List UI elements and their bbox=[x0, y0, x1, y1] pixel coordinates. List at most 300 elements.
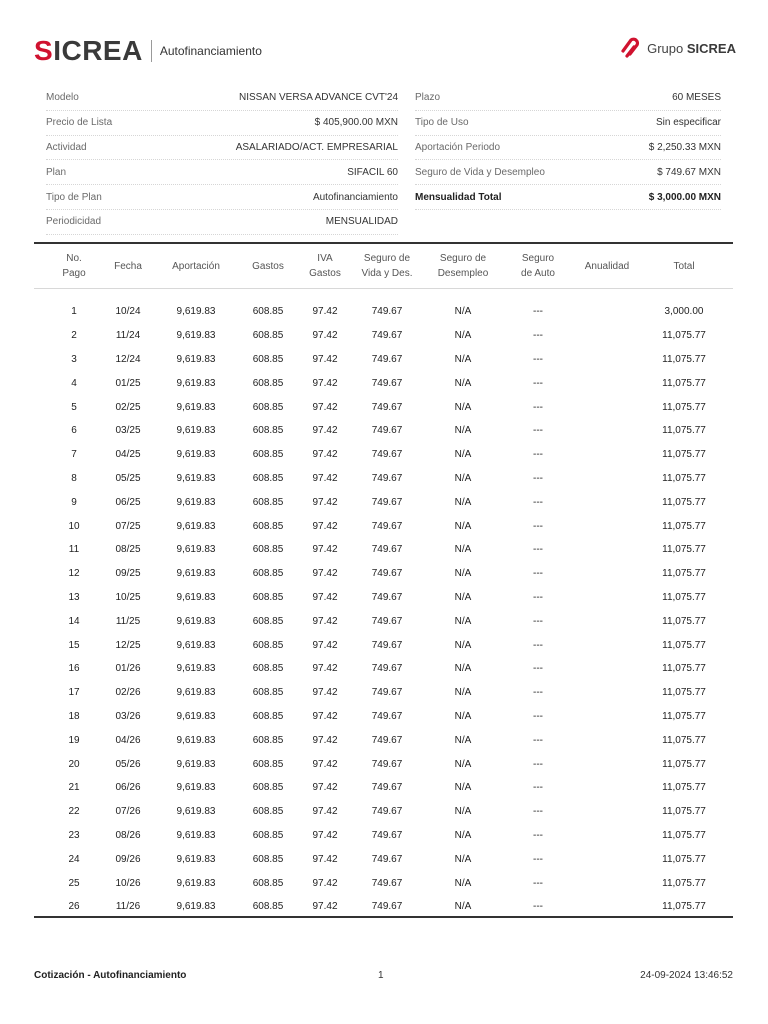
table-cell: 97.42 bbox=[312, 401, 338, 413]
table-cell: --- bbox=[533, 425, 543, 437]
info-label: Tipo de Plan bbox=[46, 191, 102, 203]
table-cell: 04/25 bbox=[115, 449, 141, 461]
table-cell: N/A bbox=[454, 806, 472, 818]
table-cell: N/A bbox=[454, 615, 472, 627]
table-cell: 06/26 bbox=[115, 782, 141, 794]
table-cell: 23 bbox=[68, 829, 80, 841]
table-row bbox=[34, 395, 733, 419]
table-cell: 749.67 bbox=[371, 377, 403, 389]
info-label: Seguro de Vida y Desempleo bbox=[415, 166, 545, 178]
table-cell: 09/26 bbox=[115, 853, 141, 865]
table-cell: 11,075.77 bbox=[662, 520, 706, 532]
table-row bbox=[34, 871, 733, 895]
table-cell: 97.42 bbox=[312, 330, 338, 342]
table-cell: 11,075.77 bbox=[662, 901, 706, 913]
info-label: Modelo bbox=[46, 92, 79, 104]
table-row bbox=[34, 681, 733, 705]
table-cell: 97.42 bbox=[312, 496, 338, 508]
table-row bbox=[34, 562, 733, 586]
table-cell: 9,619.83 bbox=[176, 568, 216, 580]
table-cell: 9,619.83 bbox=[176, 782, 216, 794]
table-cell: 608.85 bbox=[252, 877, 284, 889]
table-row bbox=[34, 419, 733, 443]
table-cell: 11,075.77 bbox=[662, 353, 706, 365]
table-cell: 608.85 bbox=[252, 710, 284, 722]
table-cell: 749.67 bbox=[371, 901, 403, 913]
table-cell: 97.42 bbox=[312, 901, 338, 913]
table-cell: 12 bbox=[68, 568, 80, 580]
table-bottom-rule bbox=[34, 916, 733, 918]
table-cell: --- bbox=[533, 377, 543, 389]
table-row bbox=[34, 467, 733, 491]
column-header: Gastos bbox=[252, 260, 284, 272]
table-cell: 749.67 bbox=[371, 330, 403, 342]
table-cell: 11/25 bbox=[115, 615, 141, 627]
table-row bbox=[34, 586, 733, 610]
table-cell: 97.42 bbox=[312, 734, 338, 746]
brand-subtitle: Autofinanciamiento bbox=[159, 44, 262, 58]
table-cell: --- bbox=[533, 758, 543, 770]
page-footer bbox=[34, 970, 733, 984]
info-label: Plan bbox=[46, 166, 67, 178]
table-cell: N/A bbox=[454, 758, 472, 770]
info-row-plan bbox=[46, 160, 398, 185]
table-cell: --- bbox=[533, 639, 543, 651]
footer-title: Cotización - Autofinanciamiento bbox=[34, 970, 187, 981]
table-cell bbox=[574, 443, 640, 467]
table-cell: 97.42 bbox=[312, 306, 338, 318]
table-row bbox=[34, 800, 733, 824]
table-cell: 11,075.77 bbox=[662, 330, 706, 342]
table-cell: 608.85 bbox=[252, 472, 284, 484]
table-cell: 14 bbox=[68, 615, 80, 627]
table-cell: 749.67 bbox=[371, 710, 403, 722]
table-cell: 4 bbox=[71, 377, 77, 389]
table-cell: 10/24 bbox=[115, 306, 141, 318]
column-header: Anualidad bbox=[584, 260, 630, 272]
table-cell: 02/25 bbox=[115, 401, 141, 413]
table-cell: --- bbox=[533, 853, 543, 865]
table-cell: 749.67 bbox=[371, 449, 403, 461]
table-cell: 608.85 bbox=[252, 353, 284, 365]
table-cell: --- bbox=[533, 472, 543, 484]
table-cell bbox=[574, 419, 640, 443]
info-value: SIFACIL 60 bbox=[347, 166, 398, 178]
info-row-plazo bbox=[415, 86, 721, 111]
table-cell: 97.42 bbox=[312, 377, 338, 389]
table-cell: 749.67 bbox=[371, 568, 403, 580]
table-cell: 11,075.77 bbox=[662, 782, 706, 794]
table-cell: 749.67 bbox=[371, 877, 403, 889]
info-value: Sin especificar bbox=[655, 117, 721, 129]
table-cell: 24 bbox=[68, 853, 80, 865]
table-cell: 05/26 bbox=[115, 758, 141, 770]
table-cell: 97.42 bbox=[312, 687, 338, 699]
table-cell: 608.85 bbox=[252, 425, 284, 437]
info-value: $ 2,250.33 MXN bbox=[648, 141, 721, 153]
table-cell bbox=[574, 800, 640, 824]
table-cell: 25 bbox=[68, 877, 80, 889]
table-cell: --- bbox=[533, 877, 543, 889]
table-cell: 608.85 bbox=[252, 496, 284, 508]
info-row-tipo-uso bbox=[415, 111, 721, 136]
table-cell: 07/26 bbox=[115, 806, 141, 818]
table-cell: 97.42 bbox=[312, 425, 338, 437]
table-row bbox=[34, 348, 733, 372]
table-cell: N/A bbox=[454, 568, 472, 580]
table-cell: 9,619.83 bbox=[176, 829, 216, 841]
table-cell: 608.85 bbox=[252, 663, 284, 675]
table-cell: 2 bbox=[71, 330, 77, 342]
info-value: Autofinanciamiento bbox=[312, 191, 398, 203]
table-cell: --- bbox=[533, 568, 543, 580]
table-cell bbox=[574, 586, 640, 610]
table-cell: 11,075.77 bbox=[662, 639, 706, 651]
column-header: Seguro de Desempleo bbox=[437, 253, 489, 279]
table-row bbox=[34, 824, 733, 848]
table-cell: 749.67 bbox=[371, 615, 403, 627]
table-cell: 97.42 bbox=[312, 710, 338, 722]
table-cell: 9,619.83 bbox=[176, 377, 216, 389]
table-row bbox=[34, 609, 733, 633]
table-cell: 15 bbox=[68, 639, 80, 651]
brand-divider bbox=[151, 40, 152, 62]
info-row-precio bbox=[46, 111, 398, 136]
table-cell bbox=[574, 490, 640, 514]
table-cell: 05/25 bbox=[115, 472, 141, 484]
table-cell: 608.85 bbox=[252, 591, 284, 603]
grupo-sicrea-logo bbox=[618, 36, 736, 60]
table-row bbox=[34, 776, 733, 800]
column-header: Fecha bbox=[114, 260, 142, 272]
table-cell: 608.85 bbox=[252, 377, 284, 389]
table-cell: N/A bbox=[454, 639, 472, 651]
table-row bbox=[34, 443, 733, 467]
table-cell: 20 bbox=[68, 758, 80, 770]
table-cell: 97.42 bbox=[312, 472, 338, 484]
info-value: MENSUALIDAD bbox=[325, 216, 398, 228]
table-cell: 608.85 bbox=[252, 615, 284, 627]
table-cell: 9,619.83 bbox=[176, 496, 216, 508]
table-cell bbox=[574, 300, 640, 324]
table-cell: 749.67 bbox=[371, 306, 403, 318]
table-cell: 9,619.83 bbox=[176, 330, 216, 342]
table-cell: --- bbox=[533, 353, 543, 365]
table-cell bbox=[574, 562, 640, 586]
table-cell: --- bbox=[533, 496, 543, 508]
table-cell: 01/25 bbox=[115, 377, 141, 389]
table-cell: 608.85 bbox=[252, 520, 284, 532]
info-row-modelo bbox=[46, 86, 398, 111]
table-cell: N/A bbox=[454, 544, 472, 556]
table-cell: 18 bbox=[68, 710, 80, 722]
table-cell: 12/24 bbox=[115, 353, 141, 365]
table-top-rule bbox=[34, 242, 733, 244]
table-cell: N/A bbox=[454, 520, 472, 532]
table-cell: 1 bbox=[71, 306, 77, 318]
table-cell: N/A bbox=[454, 877, 472, 889]
table-cell: 97.42 bbox=[312, 615, 338, 627]
table-cell: 749.67 bbox=[371, 687, 403, 699]
table-cell: 749.67 bbox=[371, 806, 403, 818]
table-cell: 749.67 bbox=[371, 472, 403, 484]
table-cell: --- bbox=[533, 829, 543, 841]
payment-schedule-table bbox=[34, 300, 733, 919]
info-label: Precio de Lista bbox=[46, 117, 113, 129]
table-cell: 22 bbox=[68, 806, 80, 818]
table-cell: 608.85 bbox=[252, 639, 284, 651]
table-row bbox=[34, 705, 733, 729]
table-cell bbox=[574, 371, 640, 395]
table-cell: 04/26 bbox=[115, 734, 141, 746]
table-cell: 608.85 bbox=[252, 544, 284, 556]
table-cell: 9,619.83 bbox=[176, 615, 216, 627]
table-cell: 97.42 bbox=[312, 639, 338, 651]
table-cell bbox=[574, 609, 640, 633]
table-cell: 9,619.83 bbox=[176, 449, 216, 461]
sicrea-logo bbox=[34, 35, 262, 67]
table-cell: 97.42 bbox=[312, 758, 338, 770]
table-cell: 749.67 bbox=[371, 758, 403, 770]
page-header bbox=[34, 35, 736, 67]
table-cell: 749.67 bbox=[371, 734, 403, 746]
table-cell bbox=[574, 538, 640, 562]
table-cell bbox=[574, 752, 640, 776]
table-cell: 01/26 bbox=[115, 663, 141, 675]
page-number: 1 bbox=[378, 970, 384, 981]
table-cell: 608.85 bbox=[252, 758, 284, 770]
table-cell: --- bbox=[533, 544, 543, 556]
column-header: Aportación bbox=[172, 260, 220, 272]
table-cell: 749.67 bbox=[371, 496, 403, 508]
table-cell: N/A bbox=[454, 306, 472, 318]
table-cell: 5 bbox=[71, 401, 77, 413]
table-cell: 749.67 bbox=[371, 401, 403, 413]
quote-details-left bbox=[46, 86, 398, 235]
table-cell: 97.42 bbox=[312, 853, 338, 865]
table-cell: 26 bbox=[68, 901, 80, 913]
table-cell: --- bbox=[533, 734, 543, 746]
table-cell: --- bbox=[533, 330, 543, 342]
table-cell: 9,619.83 bbox=[176, 306, 216, 318]
table-cell bbox=[574, 871, 640, 895]
table-cell: 749.67 bbox=[371, 853, 403, 865]
table-cell: 9,619.83 bbox=[176, 663, 216, 675]
table-cell: 11/26 bbox=[115, 901, 141, 913]
group-name: SICREA bbox=[686, 40, 736, 56]
table-cell: 11,075.77 bbox=[662, 425, 706, 437]
table-row bbox=[34, 633, 733, 657]
table-cell: N/A bbox=[454, 425, 472, 437]
info-label: Mensualidad Total bbox=[415, 191, 502, 203]
table-cell: 9,619.83 bbox=[176, 853, 216, 865]
info-row-actividad bbox=[46, 136, 398, 161]
table-cell: 02/26 bbox=[115, 687, 141, 699]
group-prefix: Grupo bbox=[647, 40, 684, 56]
table-cell: --- bbox=[533, 306, 543, 318]
table-cell bbox=[574, 395, 640, 419]
column-header: Total bbox=[673, 260, 695, 272]
table-cell: N/A bbox=[454, 829, 472, 841]
table-cell: 10/26 bbox=[115, 877, 141, 889]
table-cell: 11,075.77 bbox=[662, 591, 706, 603]
table-cell: 9,619.83 bbox=[176, 877, 216, 889]
table-cell: 97.42 bbox=[312, 544, 338, 556]
info-row-seguro bbox=[415, 160, 721, 185]
table-cell: 749.67 bbox=[371, 663, 403, 675]
table-cell: 9,619.83 bbox=[176, 639, 216, 651]
table-cell: --- bbox=[533, 401, 543, 413]
table-cell bbox=[574, 348, 640, 372]
table-cell: N/A bbox=[454, 591, 472, 603]
table-cell bbox=[574, 633, 640, 657]
table-header bbox=[34, 246, 733, 286]
table-cell: --- bbox=[533, 782, 543, 794]
table-cell bbox=[574, 847, 640, 871]
table-cell: N/A bbox=[454, 710, 472, 722]
info-row-periodicidad bbox=[46, 210, 398, 235]
table-row bbox=[34, 324, 733, 348]
table-cell bbox=[574, 728, 640, 752]
table-cell: 8 bbox=[71, 472, 77, 484]
table-cell: 11,075.77 bbox=[662, 449, 706, 461]
grupo-sicrea-icon bbox=[618, 36, 642, 60]
info-label: Actividad bbox=[46, 141, 87, 153]
table-cell: 9,619.83 bbox=[176, 591, 216, 603]
table-cell: 3,000.00 bbox=[664, 306, 704, 318]
table-cell: 10/25 bbox=[115, 591, 141, 603]
table-cell: N/A bbox=[454, 472, 472, 484]
table-cell bbox=[574, 681, 640, 705]
table-cell: 608.85 bbox=[252, 449, 284, 461]
table-cell: 3 bbox=[71, 353, 77, 365]
info-label: Tipo de Uso bbox=[415, 117, 469, 129]
quote-details-right bbox=[415, 86, 721, 210]
table-cell bbox=[574, 776, 640, 800]
footer-datetime: 24-09-2024 13:46:52 bbox=[640, 970, 733, 981]
table-cell: --- bbox=[533, 901, 543, 913]
table-cell bbox=[574, 705, 640, 729]
table-cell: 97.42 bbox=[312, 806, 338, 818]
table-cell: 6 bbox=[71, 425, 77, 437]
table-cell: 749.67 bbox=[371, 425, 403, 437]
table-cell: N/A bbox=[454, 687, 472, 699]
table-cell: 11 bbox=[68, 544, 80, 556]
table-cell: 11,075.77 bbox=[662, 806, 706, 818]
table-cell: 608.85 bbox=[252, 806, 284, 818]
table-cell: N/A bbox=[454, 449, 472, 461]
table-cell: 9,619.83 bbox=[176, 353, 216, 365]
table-cell: 749.67 bbox=[371, 544, 403, 556]
table-cell: 749.67 bbox=[371, 639, 403, 651]
table-cell: 608.85 bbox=[252, 901, 284, 913]
table-cell: --- bbox=[533, 710, 543, 722]
table-cell: 11,075.77 bbox=[662, 710, 706, 722]
table-cell: 11,075.77 bbox=[662, 853, 706, 865]
table-cell: 09/25 bbox=[115, 568, 141, 580]
table-cell: 749.67 bbox=[371, 782, 403, 794]
table-cell: N/A bbox=[454, 353, 472, 365]
table-cell: 97.42 bbox=[312, 829, 338, 841]
table-row bbox=[34, 538, 733, 562]
table-cell: 608.85 bbox=[252, 853, 284, 865]
info-value: 60 MESES bbox=[672, 92, 721, 104]
table-cell: 11,075.77 bbox=[662, 377, 706, 389]
table-cell: 749.67 bbox=[371, 591, 403, 603]
table-cell: 11,075.77 bbox=[662, 496, 706, 508]
table-cell: 12/25 bbox=[115, 639, 141, 651]
sicrea-wordmark: SICREA bbox=[34, 35, 143, 66]
column-header: Seguro de Vida y Des. bbox=[361, 253, 413, 279]
table-cell: N/A bbox=[454, 663, 472, 675]
table-cell: 11/24 bbox=[115, 330, 141, 342]
table-cell: 03/26 bbox=[115, 710, 141, 722]
column-header: IVA Gastos bbox=[309, 253, 341, 279]
table-cell: 608.85 bbox=[252, 401, 284, 413]
info-row-mensualidad-total bbox=[415, 185, 721, 210]
info-value: $ 3,000.00 MXN bbox=[648, 191, 721, 203]
table-cell: 97.42 bbox=[312, 782, 338, 794]
table-cell: 97.42 bbox=[312, 877, 338, 889]
table-cell: 11,075.77 bbox=[662, 734, 706, 746]
table-cell: --- bbox=[533, 615, 543, 627]
table-cell: 11,075.77 bbox=[662, 568, 706, 580]
table-cell: 9,619.83 bbox=[176, 901, 216, 913]
table-cell: --- bbox=[533, 687, 543, 699]
table-cell: N/A bbox=[454, 782, 472, 794]
table-header-rule bbox=[34, 288, 733, 289]
table-cell: --- bbox=[533, 520, 543, 532]
table-cell: 11,075.77 bbox=[662, 877, 706, 889]
table-cell: 608.85 bbox=[252, 568, 284, 580]
table-cell: 11,075.77 bbox=[662, 829, 706, 841]
table-cell: N/A bbox=[454, 853, 472, 865]
column-header: No. Pago bbox=[62, 253, 86, 279]
table-cell: N/A bbox=[454, 377, 472, 389]
table-cell: 11,075.77 bbox=[662, 544, 706, 556]
table-cell bbox=[574, 514, 640, 538]
table-row bbox=[34, 728, 733, 752]
info-label: Plazo bbox=[415, 92, 441, 104]
table-cell: 21 bbox=[68, 782, 80, 794]
table-row bbox=[34, 371, 733, 395]
table-cell: 608.85 bbox=[252, 734, 284, 746]
table-cell: --- bbox=[533, 591, 543, 603]
table-row bbox=[34, 657, 733, 681]
table-cell: 97.42 bbox=[312, 353, 338, 365]
table-cell: 749.67 bbox=[371, 829, 403, 841]
info-value: NISSAN VERSA ADVANCE CVT'24 bbox=[239, 92, 398, 104]
table-cell: N/A bbox=[454, 901, 472, 913]
table-cell: 608.85 bbox=[252, 330, 284, 342]
table-cell: 06/25 bbox=[115, 496, 141, 508]
table-cell: 9,619.83 bbox=[176, 758, 216, 770]
table-row bbox=[34, 300, 733, 324]
table-cell bbox=[574, 324, 640, 348]
table-cell: 608.85 bbox=[252, 687, 284, 699]
table-cell: N/A bbox=[454, 330, 472, 342]
table-cell: 97.42 bbox=[312, 520, 338, 532]
info-label: Periodicidad bbox=[46, 216, 102, 228]
table-cell bbox=[574, 657, 640, 681]
table-cell: 13 bbox=[68, 591, 80, 603]
info-value: $ 749.67 MXN bbox=[657, 166, 721, 178]
info-row-tipo-plan bbox=[46, 185, 398, 210]
table-row bbox=[34, 490, 733, 514]
table-cell: 9,619.83 bbox=[176, 520, 216, 532]
table-cell: 97.42 bbox=[312, 568, 338, 580]
table-cell: 749.67 bbox=[371, 520, 403, 532]
